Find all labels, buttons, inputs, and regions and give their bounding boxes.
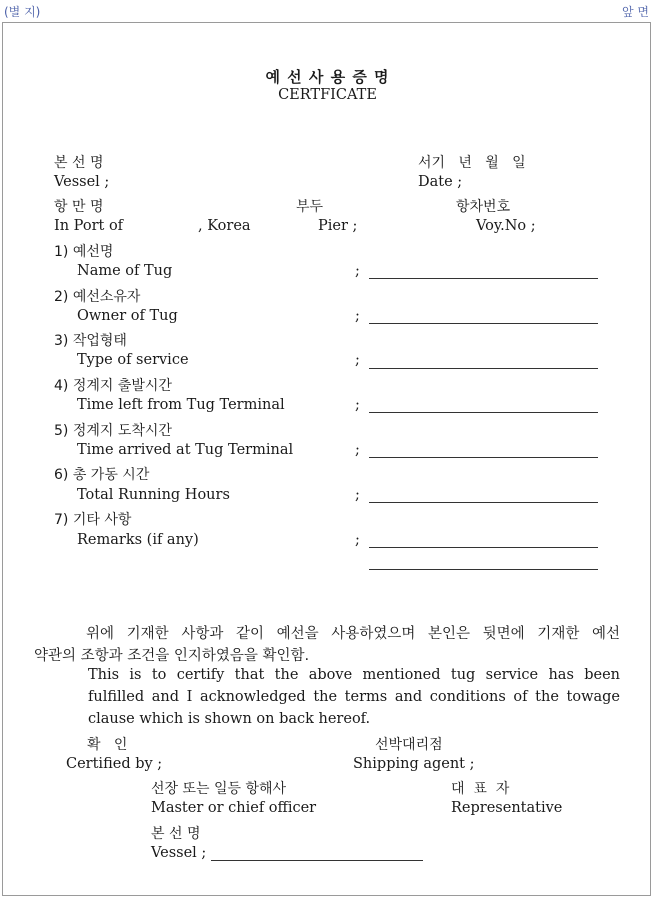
korea-label: , Korea (198, 218, 251, 234)
voy-label-en: Voy.No ; (476, 218, 536, 234)
vessel-sign-line (211, 860, 423, 861)
master-label-kr: 선장 또는 일등 항해사 (151, 781, 287, 797)
certified-by-label: Certified by ; (66, 756, 163, 772)
item-4-kr: 4) 정계지 출발시간 (54, 378, 172, 394)
pier-label-en: Pier ; (318, 218, 358, 234)
item-1-en: Name of Tug (77, 263, 173, 279)
agent-label-kr: 선박대리점 (375, 737, 443, 753)
representative-label-kr: 대 표 자 (451, 781, 510, 797)
item-6-blank-line (369, 502, 598, 503)
item-5-semicolon: ; (355, 442, 360, 458)
confirm-label-kr: 확 인 (87, 737, 128, 753)
item-4-blank-line (369, 412, 598, 413)
date-label-en: Date ; (418, 174, 463, 190)
item-1-blank-line (369, 278, 598, 279)
item-1-kr: 1) 예선명 (54, 244, 114, 260)
vessel-label-en: Vessel ; (54, 174, 110, 190)
statement-en-line-2: fulfilled and I acknowledged the terms and conditions of the towage (88, 689, 620, 705)
item-7-blank-line (369, 547, 598, 548)
page-title-en: CERTFICATE (278, 87, 377, 103)
item-6-semicolon: ; (355, 487, 360, 503)
shipping-agent-label: Shipping agent ; (353, 756, 475, 772)
vessel-sign-label-kr: 본 선 명 (151, 826, 201, 842)
item-2-kr: 2) 예선소유자 (54, 289, 141, 305)
representative-label-en: Representative (451, 800, 563, 816)
item-1-semicolon: ; (355, 263, 360, 279)
item-5-kr: 5) 정계지 도착시간 (54, 423, 172, 439)
item-3-blank-line (369, 368, 598, 369)
item-4-en: Time left from Tug Terminal (77, 397, 285, 413)
page-title: 예 선 사 용 증 명 (265, 68, 390, 86)
item-3-semicolon: ; (355, 352, 360, 368)
statement-kr-line-1: 위에 기재한 사항과 같이 예선을 사용하였으며 본인은 뒷면에 기재한 예선 (86, 626, 620, 642)
item-2-semicolon: ; (355, 308, 360, 324)
statement-kr-line-2: 약관의 조항과 조건을 인지하였음을 확인함. (34, 648, 310, 664)
item-6-kr: 6) 총 가동 시간 (54, 467, 150, 483)
item-7-en: Remarks (if any) (77, 532, 199, 548)
item-7-blank-line-2 (369, 569, 598, 570)
statement-en-line-1: This is to certify that the above mentioned tug service has been (88, 667, 620, 683)
item-6-en: Total Running Hours (77, 487, 230, 503)
voy-label-kr: 항차번호 (456, 199, 511, 215)
pier-label-kr: 부두 (296, 199, 324, 215)
appendix-label: (별 지) (4, 5, 41, 19)
item-7-semicolon: ; (355, 532, 360, 548)
port-label-en: In Port of (54, 218, 124, 234)
master-label-en: Master or chief officer (151, 800, 317, 816)
item-2-blank-line (369, 323, 598, 324)
statement-en-line-3: clause which is shown on back hereof. (88, 711, 371, 727)
item-5-blank-line (369, 457, 598, 458)
item-7-kr: 7) 기타 사항 (54, 512, 132, 528)
vessel-sign-label-en: Vessel ; (151, 845, 207, 861)
port-label-kr: 항 만 명 (54, 199, 104, 215)
item-3-en: Type of service (77, 352, 189, 368)
front-side-label: 앞 면 (622, 5, 649, 19)
item-3-kr: 3) 작업형태 (54, 333, 127, 349)
item-5-en: Time arrived at Tug Terminal (77, 442, 294, 458)
item-2-en: Owner of Tug (77, 308, 178, 324)
date-label-kr: 서기 년 월 일 (418, 155, 526, 171)
item-4-semicolon: ; (355, 397, 360, 413)
vessel-label-kr: 본 선 명 (54, 155, 104, 171)
